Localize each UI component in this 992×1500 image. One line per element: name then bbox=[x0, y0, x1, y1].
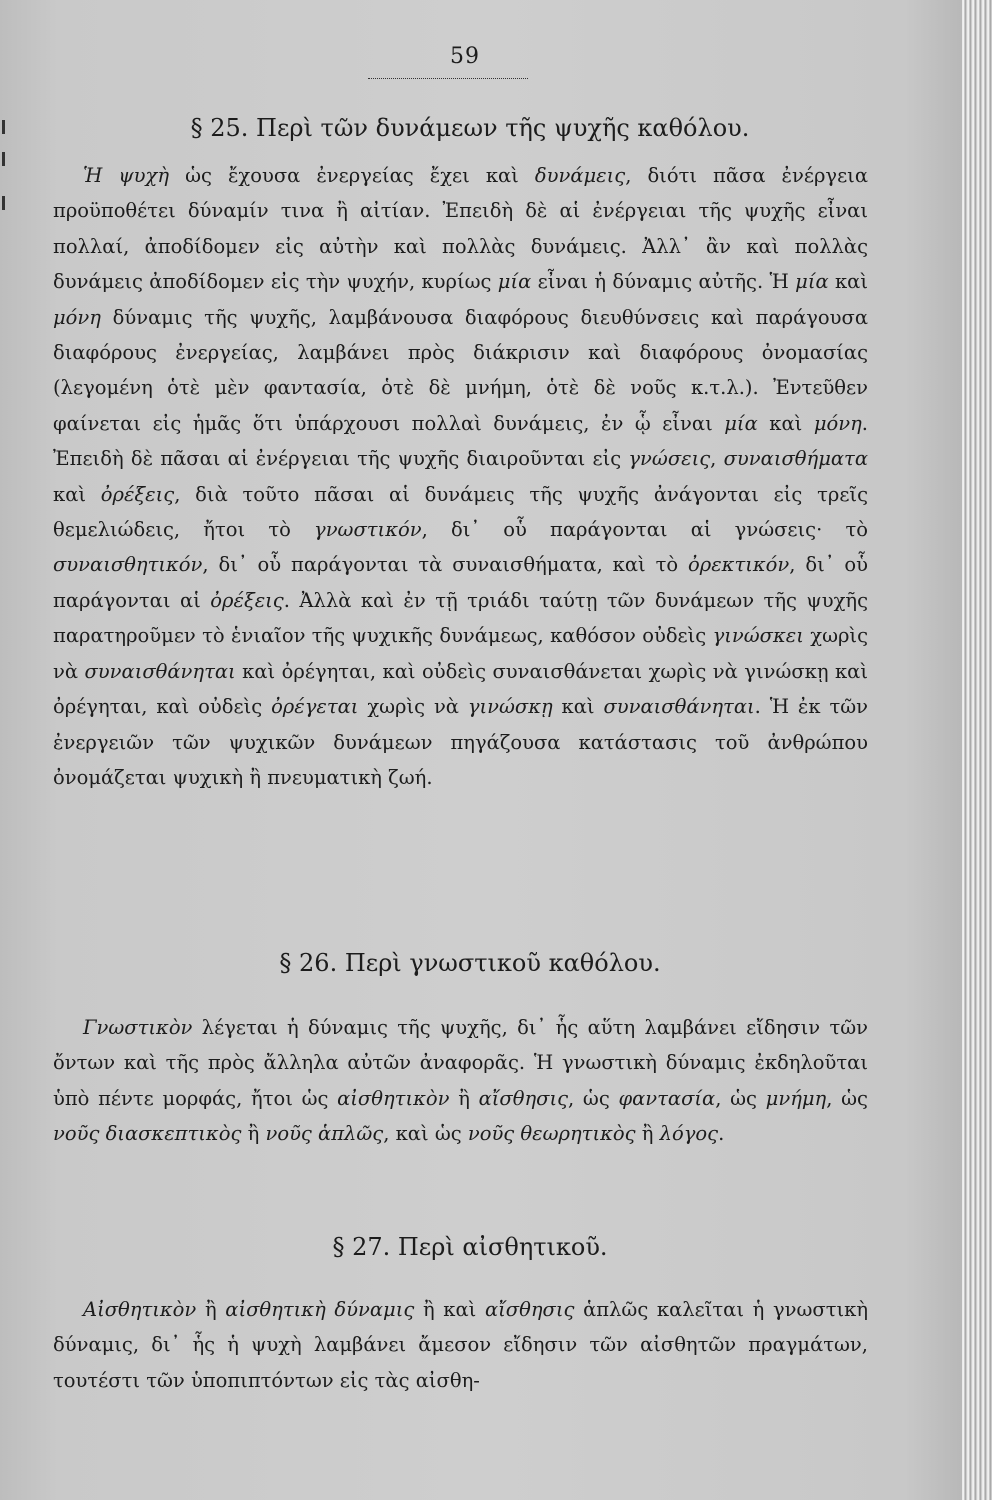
gutter-mark bbox=[2, 196, 5, 210]
emphasized-text: φαντασία bbox=[618, 1086, 716, 1110]
text-run: ἢ bbox=[241, 1122, 266, 1146]
text-run: καὶ bbox=[53, 482, 101, 506]
text-run: ἢ bbox=[196, 1298, 226, 1321]
text-run: χωρὶς νὰ bbox=[358, 695, 468, 719]
emphasized-text: δυνάμεις bbox=[534, 164, 626, 187]
emphasized-text: ὀρέξεις bbox=[100, 482, 175, 506]
emphasized-text: νοῦς θεωρητικὸς bbox=[467, 1122, 636, 1146]
emphasized-text: μία bbox=[497, 270, 532, 294]
text-run: , δι᾽ οὗ παράγονται αἱ bbox=[53, 553, 868, 612]
gutter-mark bbox=[2, 152, 5, 166]
emphasized-text: Ἡ ψυχὴ bbox=[83, 164, 170, 187]
emphasized-text: συναισθάνηται bbox=[603, 695, 755, 719]
text-run: καὶ ὀρέγηται, καὶ οὐδεὶς συναισθάνεται χωρὶς νὰ γινώσκῃ καὶ ὀρέγηται, καὶ οὐδεὶς bbox=[53, 659, 868, 719]
text-run: , δι᾽ οὗ παράγονται αἱ γνώσεις· τὸ bbox=[421, 518, 868, 542]
emphasized-text: Γνωστικὸν bbox=[83, 1016, 193, 1039]
text-run: , διὰ τοῦτο πᾶσαι αἱ δυνάμεις τῆς ψυχῆς ἀνάγονται εἰς τρεῖς θεμελιώδεις, ἤτοι τὸ bbox=[53, 482, 868, 542]
section-27-heading: § 27. Περὶ αἰσθητικοῦ. bbox=[332, 1233, 608, 1261]
text-run: χωρὶς νὰ bbox=[53, 624, 868, 683]
text-run: λέγεται ἡ δύναμις τῆς ψυχῆς, δι᾽ ἧς αὕτη λαμβάνει εἴδησιν τῶν ὄντων καὶ τῆς πρὸς ἄλληλα αὐτῶν ἀναφορᾶς. Ἡ γνωστικὴ δύναμις ἐκδηλοῦται ὑπὸ πέντε μορφάς, ἤτοι ὡς bbox=[53, 1016, 868, 1110]
emphasized-text: συναισθήματα bbox=[723, 447, 868, 471]
text-run: , καὶ ὡς bbox=[383, 1122, 468, 1146]
emphasized-text: συναισθητικόν bbox=[53, 553, 203, 577]
emphasized-text: Αἰσθητικὸν bbox=[83, 1298, 197, 1321]
text-run: δύναμις τῆς ψυχῆς, λαμβάνουσα διαφόρους διευθύνσεις καὶ παράγουσα διαφόρους ἐνεργείας, λαμβάνει πρὸς διάκρισιν καὶ διαφόρους ὀνομασίας (λεγομένη ὁτὲ μὲν φαντασία, ὁτὲ δὲ μνήμη, ὁτὲ δὲ νοῦς κ.τ.λ.). Ἐντεῦθεν φαίνεται εἰς ἡμᾶς ὅτι ὑπάρχουσι πολλαὶ δυνάμεις, ἐν ᾧ εἶναι bbox=[53, 305, 868, 435]
emphasized-text: γνώσεις bbox=[628, 447, 711, 471]
text-run: καὶ bbox=[757, 411, 814, 435]
emphasized-text: γινώσκει bbox=[712, 624, 804, 648]
emphasized-text: συναισθάνηται bbox=[84, 659, 236, 683]
section-25-heading: § 25. Περὶ τῶν δυνάμεων τῆς ψυχῆς καθόλου. bbox=[190, 114, 750, 142]
emphasized-text: νοῦς διασκεπτικὸς bbox=[53, 1122, 242, 1146]
emphasized-text: ὀρεκτικόν bbox=[688, 553, 790, 577]
text-run: ἁπλῶς καλεῖται ἡ γνωστικὴ δύναμις, δι᾽ ἧς ἡ ψυχὴ λαμβάνει ἄμεσον εἴδησιν τῶν αἰσθητῶν πραγμάτων, τουτέστι τῶν ὑποπιπτόντων εἰς τὰς αἰσθη- bbox=[53, 1298, 868, 1392]
emphasized-text: γνωστικόν bbox=[314, 518, 422, 542]
emphasized-text: αἰσθητικὴ δύναμις bbox=[225, 1298, 415, 1321]
text-run: . Ἡ ἐκ τῶν ἐνεργειῶν τῶν ψυχικῶν δυνάμεων πηγάζουσα κατάστασις τοῦ ἀνθρώπου ὀνομάζεται ψυχικὴ ἢ πνευματικὴ ζωή. bbox=[53, 695, 868, 789]
text-run: καὶ bbox=[552, 695, 604, 719]
emphasized-text: μόνη bbox=[813, 411, 862, 435]
page-number-rule bbox=[368, 78, 528, 79]
emphasized-text: μία bbox=[795, 270, 829, 294]
emphasized-text: γινώσκῃ bbox=[467, 695, 553, 719]
section-26-heading: § 26. Περὶ γνωστικοῦ καθόλου. bbox=[279, 949, 661, 977]
text-run: , bbox=[710, 447, 724, 471]
text-run: . Ἀλλὰ καὶ ἐν τῇ τριάδι ταύτῃ τῶν δυνάμεων τῆς ψυχῆς παρατηροῦμεν τὸ ἑνιαῖον τῆς ψυχικῆς δυνάμεως, καθόσον οὐδεὶς bbox=[53, 588, 868, 648]
text-run: , διότι πᾶσα ἐνέργεια προϋποθέτει δύναμίν τινα ἢ αἰτίαν. Ἐπειδὴ δὲ αἱ ἐνέργειαι τῆς ψυχῆς εἶναι πολλαί, ἀποδίδομεν εἰς αὐτὴν καὶ πολλὰς δυνάμεις. Ἀλλ᾽ ἂν καὶ πολλὰς δυνάμεις ἀποδίδομεν εἰς τὴν ψυχήν, κυρίως bbox=[53, 164, 868, 294]
text-run: ἢ bbox=[449, 1086, 479, 1110]
emphasized-text: μόνη bbox=[53, 305, 101, 329]
emphasized-text: αἴσθησις bbox=[478, 1086, 569, 1110]
emphasized-text: αἴσθησις bbox=[484, 1298, 575, 1321]
emphasized-text: μία bbox=[724, 411, 758, 435]
text-run: . Ἐπειδὴ δὲ πᾶσαι αἱ ἐνέργειαι τῆς ψυχῆς διαιροῦνται εἰς bbox=[53, 411, 868, 471]
emphasized-text: μνήμη bbox=[765, 1086, 827, 1110]
emphasized-text: ὀρέγεται bbox=[271, 695, 359, 719]
text-run: , ὡς bbox=[826, 1086, 868, 1110]
emphasized-text: αἰσθητικὸν bbox=[337, 1086, 450, 1110]
text-run: εἶναι ἡ δύναμις αὐτῆς. Ἡ bbox=[531, 270, 796, 294]
text-run: καὶ bbox=[828, 270, 868, 294]
emphasized-text: ὀρέξεις bbox=[210, 588, 284, 612]
section-27-paragraph bbox=[53, 1292, 868, 1398]
text-run: ἢ καὶ bbox=[414, 1298, 485, 1321]
page-stack-edge bbox=[962, 0, 992, 1500]
emphasized-text: νοῦς ἁπλῶς bbox=[265, 1122, 384, 1146]
text-run: . bbox=[718, 1122, 725, 1146]
section-25-paragraph bbox=[53, 158, 868, 795]
text-run: , ὡς bbox=[715, 1086, 766, 1110]
section-26-paragraph bbox=[53, 1010, 868, 1152]
text-run: , ὡς bbox=[568, 1086, 619, 1110]
text-run: ὡς ἔχουσα ἐνεργείας ἔχει καὶ bbox=[169, 164, 535, 187]
text-run: ἢ bbox=[635, 1122, 660, 1146]
emphasized-text: λόγος bbox=[659, 1122, 719, 1146]
text-run: , δι᾽ οὗ παράγονται τὰ συναισθήματα, καὶ τὸ bbox=[202, 553, 688, 577]
page-number: 59 bbox=[450, 44, 480, 69]
